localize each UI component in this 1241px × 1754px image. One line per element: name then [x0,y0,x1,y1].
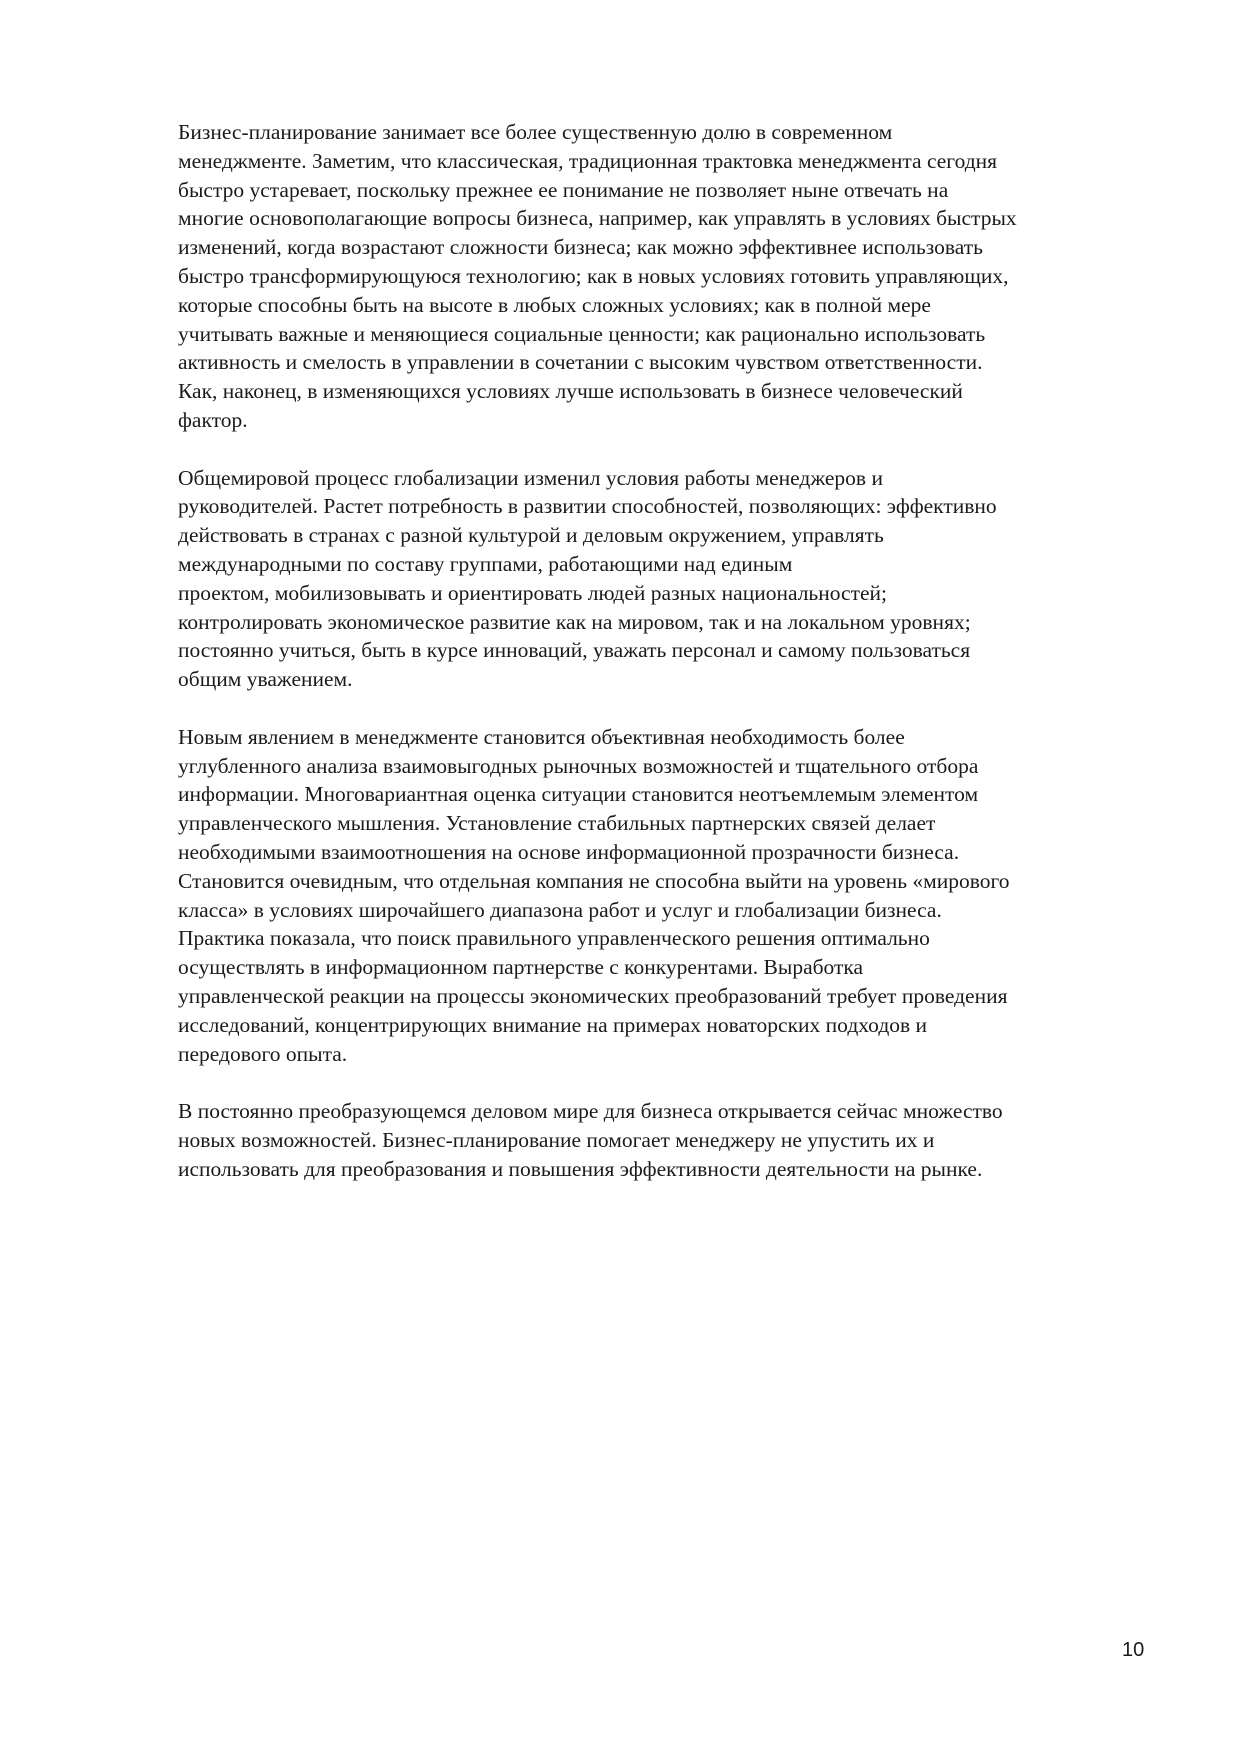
text-line: новых возможностей. Бизнес-планирование помогает менеджеру не упустить их и [178,1127,935,1152]
text-line: управленческой реакции на процессы экономических преобразований требует проведения [178,983,1008,1008]
paragraph-1 [178,118,1178,435]
text-line: контролировать экономическое развитие как на мировом, так и на локальном уровнях; [178,609,971,634]
text-line: Практика показала, что поиск правильного управленческого решения оптимально [178,926,930,951]
text-line: исследований, концентрирующих внимание на примерах новаторских подходов и [178,1012,928,1037]
text-line: углубленного анализа взаимовыгодных рыночных возможностей и тщательного отбора [178,753,979,778]
text-line: которые способны быть на высоте в любых сложных условиях; как в полной мере [178,292,931,317]
paragraph-4 [178,1097,1178,1183]
text-line: В постоянно преобразующемся деловом мире для бизнеса открывается сейчас множество [178,1099,1003,1124]
text-line: общим уважением. [178,667,353,692]
text-line: необходимыми взаимоотношения на основе информационной прозрачности бизнеса. [178,839,960,864]
text-line: Бизнес-планирование занимает все более существенную долю в современном [178,120,893,144]
text-line: класса» в условиях широчайшего диапазона работ и услуг и глобализации бизнеса. [178,897,942,922]
text-line: активность и смелость в управлении в сочетании с высоким чувством ответственности. [178,350,983,375]
text-line: использовать для преобразования и повышения эффективности деятельности на рынке. [178,1156,983,1181]
text-line: Общемировой процесс глобализации изменил условия работы менеджеров и [178,465,883,490]
text-line: Как, наконец, в изменяющихся условиях лучше использовать в бизнесе человеческий [178,379,963,404]
text-line: многие основополагающие вопросы бизнеса, например, как управлять в условиях быстрых [178,206,1017,231]
text-line: изменений, когда возрастают сложности бизнеса; как можно эффективнее использовать [178,235,983,260]
text-line: руководителей. Растет потребность в развитии способностей, позволяющих: эффективно [178,494,997,519]
text-line: фактор. [178,407,248,432]
text-line: Становится очевидным, что отдельная компания не способна выйти на уровень «мирового [178,868,1010,893]
text-line: действовать в странах с разной культурой и деловым окружением, управлять [178,523,884,548]
text-line: проектом, мобилизовывать и ориентировать людей разных национальностей; [178,580,887,605]
text-line: постоянно учиться, быть в курсе инноваций, уважать персонал и самому пользоваться [178,638,971,663]
text-line: менеджменте. Заметим, что классическая, традиционная трактовка менеджмента сегодня [178,148,998,173]
text-line: передового опыта. [178,1041,348,1066]
text-line: быстро трансформирующуюся технологию; как в новых условиях готовить управляющих, [178,263,1009,288]
body-text [178,118,1178,1212]
paragraph-2 [178,464,1178,694]
paragraph-3 [178,723,1178,1069]
text-line: управленческого мышления. Установление стабильных партнерских связей делает [178,811,936,836]
text-line: быстро устаревает, поскольку прежнее ее понимание не позволяет ныне отвечать на [178,177,949,202]
text-line: учитывать важные и меняющиеся социальные ценности; как рационально использовать [178,321,986,346]
text-line: Новым явлением в менеджменте становится объективная необходимость более [178,724,905,749]
text-line: осуществлять в информационном партнерстве с конкурентами. Выработка [178,955,864,980]
page-number: 10 [1122,1639,1145,1661]
text-line: информации. Многовариантная оценка ситуации становится неотъемлемым элементом [178,782,979,807]
text-line: международными по составу группами, работающими над единым [178,551,793,576]
